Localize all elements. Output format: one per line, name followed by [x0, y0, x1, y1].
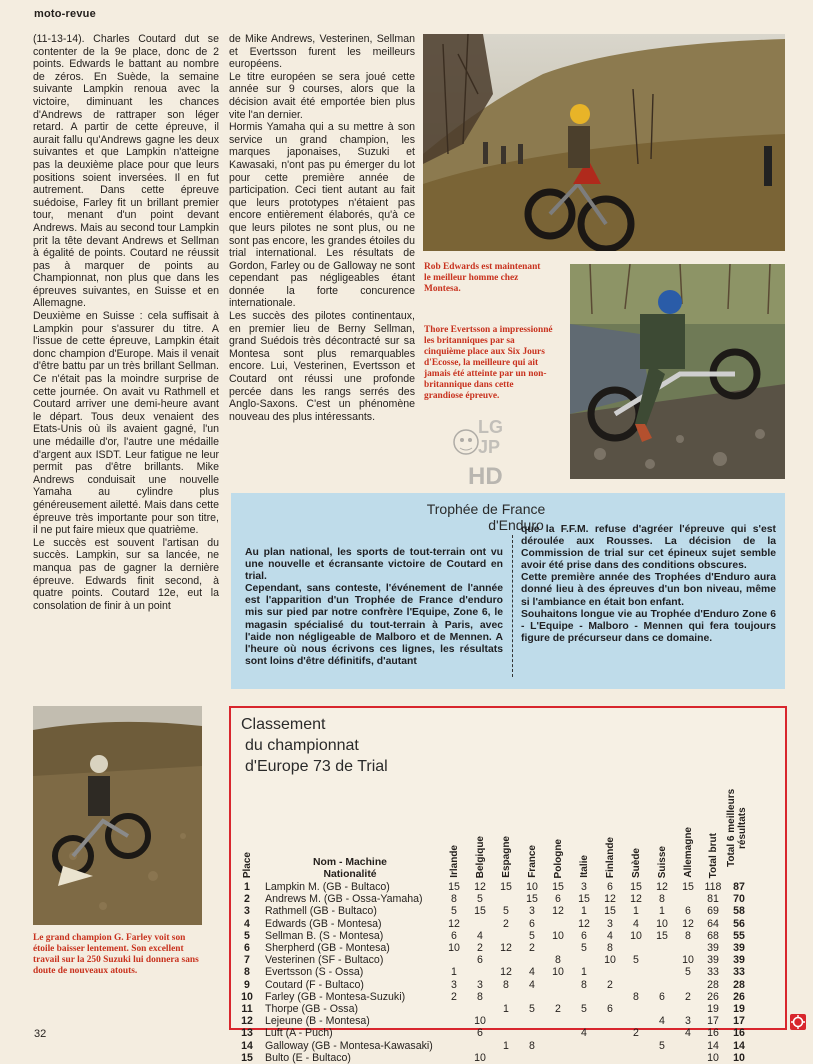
score-cell: 4 — [477, 929, 483, 942]
place-cell: 5 — [244, 929, 250, 942]
score-cell — [493, 930, 519, 942]
score-cell: 6 — [477, 954, 483, 967]
score-cell — [649, 979, 675, 991]
score-cell — [571, 954, 597, 966]
photo-edwards — [423, 34, 785, 251]
score-cell: 5 — [581, 942, 587, 955]
score-cell: 8 — [607, 942, 613, 955]
name-cell: Bulto (E - Bultaco) — [265, 1051, 351, 1064]
score-cell — [493, 991, 519, 1003]
place-cell: 9 — [244, 978, 250, 991]
score-cell: 10 — [604, 954, 616, 967]
table-row — [235, 979, 753, 991]
paragraph: (11-13-14). Charles Coutard dut se contenter de la 9e place, donc de 2 points. Edwards le battant au nombre de zéros. En Suède, la semaine suivante Lampkin renoua avec la victoire, diminuant les chances d'Andrews de rattraper son léger retard. A partir de cette épreuve, il aurait fallu qu'Andrews gagne les deux suivantes et que Lampkin n'atteigne pas la deuxième place pour que leurs positions soient inversées. Il en fut autrement. Dans cette épreuve suédoise, Farley fit un brillant premier tour, menant d'un point devant Andrews. Mais au second tour Lampkin prit la tête devant Andrews et Sellman à égalité de points. Coutard ne réussit pas à marquer de points au Championnat, non plus que dans les épreuves suivantes, en Suisse et en Allemagne. — [33, 33, 219, 310]
score-cell — [675, 1003, 701, 1015]
score-cell — [571, 1015, 597, 1027]
score-cell: 2 — [633, 1027, 639, 1040]
table-header-row — [235, 778, 753, 881]
score-cell — [545, 1015, 571, 1027]
score-cell — [597, 966, 623, 978]
score-cell: 15 — [526, 893, 538, 906]
score-cell: 1 — [503, 1039, 509, 1052]
table-row — [235, 1052, 753, 1064]
score-cell — [519, 954, 545, 966]
score-cell: 5 — [503, 905, 509, 918]
total-brut-cell: 68 — [707, 929, 719, 942]
total-best-cell: 33 — [733, 966, 745, 979]
watermark-text-3: HD — [468, 463, 503, 490]
score-cell — [597, 1052, 623, 1064]
score-cell — [623, 1052, 649, 1064]
score-cell — [623, 966, 649, 978]
score-cell — [519, 1027, 545, 1039]
score-cell — [493, 954, 519, 966]
total-brut-cell: 14 — [707, 1039, 719, 1052]
total-brut-cell: 17 — [707, 1015, 719, 1028]
score-cell: 6 — [555, 893, 561, 906]
magazine-logo-icon — [790, 1014, 806, 1030]
paragraph: Le succès est souvent l'artisan du succès. Lampkin, sur sa lancée, ne manqua pas de gagner la dernière épreuve. Edwards finit second, à quatre points. Coutard 12e, eut la consolation de finir à un point — [33, 536, 219, 612]
table-row — [235, 942, 753, 954]
score-cell — [623, 1040, 649, 1052]
column-header-country: Pologne — [552, 838, 564, 878]
score-cell: 5 — [581, 1003, 587, 1016]
score-cell — [493, 1015, 519, 1027]
column-divider — [512, 535, 514, 677]
watermark-text-1: LG — [478, 417, 503, 437]
table-row — [235, 1040, 753, 1052]
score-cell — [441, 954, 467, 966]
score-cell: 2 — [529, 942, 535, 955]
score-cell: 4 — [529, 966, 535, 979]
table-row — [235, 954, 753, 966]
ranking-title — [241, 714, 388, 777]
watermark-logo — [448, 412, 518, 496]
paragraph: Hormis Yamaha qui a su mettre à son service un grand champion, les marques japonaises, Suzuki et Kawasaki, n'ont pas pu émerger du lot pour cette première année de participation. Ceci tient autant au fait que leurs prototypes n'étaient pas encore entièrement élaborés, qu'à ce que leurs pilotes ne sont plus, ou ne sont pas encore, les grandes étoiles du trial international. Les résultats de Gordon, Farley ou de Galloway ne sont cependant pas négligeables étant donnée la forte concurence internationale. — [229, 121, 415, 310]
score-cell — [545, 991, 571, 1003]
score-cell: 1 — [581, 966, 587, 979]
score-cell — [571, 991, 597, 1003]
total-brut-cell: 69 — [707, 905, 719, 918]
score-cell: 6 — [685, 905, 691, 918]
score-cell: 12 — [630, 893, 642, 906]
score-cell — [467, 966, 493, 978]
score-cell: 5 — [529, 929, 535, 942]
score-cell — [649, 1003, 675, 1015]
score-cell — [467, 1003, 493, 1015]
score-cell: 4 — [607, 929, 613, 942]
total-brut-cell: 19 — [707, 1003, 719, 1016]
paragraph: Deuxième en Suisse : cela suffisait à Lampkin pour s'assurer du titre. A l'issue de cette épreuve, Lampkin était donc champion d'Europe. Mais il venait d'être battu par un très brillant Sellman. Ce n'était pas la moindre surprise de cette journée. On avait vu Rathmell et Coutard arriver une demi-heure avant le départ. Tous deux venaient des Etats-Unis où ils avaient gagné, l'un une médaille d'or, l'autre une médaille d'argent aux ISDT. Leur fatigue ne leur permit pas d'être brillants. Mike Andrews conduisait une nouvelle Yamaha au cylindre plus généreusement ailetté. Mais dans cette épreuve très importante pour son titre, il ne put faire mieux que quatrième. — [33, 310, 219, 537]
score-cell: 5 — [633, 954, 639, 967]
score-cell: 8 — [529, 1039, 535, 1052]
score-cell: 15 — [500, 881, 512, 893]
paragraph: Au plan national, les sports de tout-terrain ont vu une nouvelle et écransante victoire de Coutard en trial. — [245, 547, 503, 583]
place-cell: 14 — [241, 1039, 253, 1052]
score-cell — [519, 1015, 545, 1027]
score-cell — [597, 1027, 623, 1039]
score-cell — [675, 1040, 701, 1052]
score-cell — [441, 1052, 467, 1064]
score-cell: 3 — [607, 917, 613, 930]
table-row — [235, 1027, 753, 1039]
score-cell: 12 — [448, 917, 460, 930]
score-cell: 6 — [659, 990, 665, 1003]
name-cell: Lampkin M. (GB - Bultaco) — [265, 881, 390, 893]
score-cell: 12 — [552, 905, 564, 918]
score-cell: 5 — [477, 893, 483, 906]
score-cell: 6 — [529, 917, 535, 930]
score-cell: 12 — [656, 881, 668, 893]
score-cell: 15 — [656, 929, 668, 942]
caption-edwards: Rob Edwards est maintenant le meilleur homme chez Montesa. — [424, 262, 541, 294]
ranking-title-line3: d'Europe 73 de Trial — [245, 758, 388, 775]
total-best-cell: 16 — [733, 1027, 745, 1040]
score-cell — [441, 1015, 467, 1027]
name-cell: Edwards (GB - Montesa) — [265, 917, 382, 930]
score-cell: 8 — [581, 978, 587, 991]
score-cell: 3 — [581, 881, 587, 893]
caption-evertsson: Thore Evertsson a impressionné les britanniques par sa cinquième place aux Six Jours d'Ecosse, la meilleure qui ait jamais été atteinte par un non-britannique dans cette grandiose épreuve. — [424, 325, 553, 401]
score-cell: 2 — [555, 1003, 561, 1016]
score-cell — [545, 918, 571, 930]
total-best-cell: 39 — [733, 954, 745, 967]
score-cell: 6 — [581, 929, 587, 942]
place-cell: 8 — [244, 966, 250, 979]
article-column-2 — [229, 33, 415, 423]
trophy-box — [231, 493, 785, 689]
score-cell — [545, 979, 571, 991]
score-cell: 2 — [477, 942, 483, 955]
column-header-country: France — [526, 845, 538, 878]
watermark-text-2: JP — [478, 437, 501, 457]
total-brut-cell: 39 — [707, 942, 719, 955]
column-header-country: Suède — [630, 847, 642, 878]
total-best-cell: 14 — [733, 1039, 745, 1052]
table-row — [235, 905, 753, 917]
score-cell: 4 — [633, 917, 639, 930]
name-cell: Thorpe (GB - Ossa) — [265, 1003, 359, 1016]
score-cell: 10 — [474, 1015, 486, 1028]
score-cell — [597, 1015, 623, 1027]
trophy-left-column — [245, 547, 503, 668]
score-cell — [649, 966, 675, 978]
place-cell: 10 — [241, 990, 253, 1003]
score-cell — [675, 942, 701, 954]
score-cell: 10 — [474, 1051, 486, 1064]
score-cell — [623, 1003, 649, 1015]
score-cell: 12 — [500, 966, 512, 979]
total-best-cell: 87 — [733, 881, 745, 893]
score-cell — [493, 1052, 519, 1064]
score-cell: 6 — [477, 1027, 483, 1040]
score-cell: 10 — [448, 942, 460, 955]
score-cell — [519, 991, 545, 1003]
score-cell — [623, 979, 649, 991]
score-cell — [571, 1052, 597, 1064]
score-cell — [441, 1040, 467, 1052]
score-cell: 4 — [659, 1015, 665, 1028]
score-cell — [493, 893, 519, 905]
column-header-total-best: Total 6 meilleurs résultats — [726, 788, 748, 868]
name-cell: Farley (GB - Montesa-Suzuki) — [265, 990, 406, 1003]
paragraph: de Mike Andrews, Vesterinen, Sellman et Evertsson furent les meilleurs européens. — [229, 33, 415, 71]
score-cell — [441, 1003, 467, 1015]
score-cell — [519, 1052, 545, 1064]
article-column-1 — [33, 33, 219, 612]
score-cell: 10 — [526, 881, 538, 893]
score-cell: 2 — [503, 917, 509, 930]
score-cell: 8 — [451, 893, 457, 906]
table-row — [235, 1003, 753, 1015]
score-cell: 10 — [682, 954, 694, 967]
total-brut-cell: 81 — [707, 893, 719, 906]
trophy-title-line1: Trophée de France — [426, 501, 546, 517]
column-header-country: Espagne — [500, 836, 512, 878]
total-brut-cell: 28 — [707, 978, 719, 991]
score-cell — [441, 1027, 467, 1039]
score-cell: 1 — [451, 966, 457, 979]
score-cell: 8 — [477, 990, 483, 1003]
place-cell: 11 — [241, 1003, 253, 1016]
trophy-title-line2: d'Enduro — [488, 517, 544, 533]
ranking-table — [235, 778, 753, 1064]
score-cell: 1 — [659, 905, 665, 918]
score-cell: 5 — [451, 905, 457, 918]
total-best-cell: 70 — [733, 893, 745, 906]
place-cell: 2 — [244, 893, 250, 906]
score-cell: 6 — [607, 881, 613, 893]
score-cell: 6 — [607, 1003, 613, 1016]
score-cell — [649, 942, 675, 954]
score-cell — [597, 991, 623, 1003]
score-cell: 12 — [578, 917, 590, 930]
name-cell: Lejeune (B - Montesa) — [265, 1015, 370, 1028]
name-cell: Sellman B. (S - Montesa) — [265, 929, 384, 942]
score-cell — [493, 1027, 519, 1039]
total-best-cell: 58 — [733, 905, 745, 918]
score-cell: 12 — [474, 881, 486, 893]
score-cell — [545, 942, 571, 954]
score-cell: 1 — [503, 1003, 509, 1016]
total-best-cell: 28 — [733, 978, 745, 991]
score-cell: 8 — [633, 990, 639, 1003]
total-best-cell: 39 — [733, 942, 745, 955]
total-best-cell: 10 — [733, 1051, 745, 1064]
name-cell: Evertsson (S - Ossa) — [265, 966, 364, 979]
column-header-country: Belgique — [474, 835, 486, 878]
trophy-right-column — [521, 524, 776, 645]
name-cell: Andrews M. (GB - Ossa-Yamaha) — [265, 893, 423, 906]
score-cell: 1 — [633, 905, 639, 918]
score-cell: 3 — [477, 978, 483, 991]
score-cell: 15 — [578, 893, 590, 906]
score-cell — [649, 1027, 675, 1039]
place-cell: 13 — [241, 1027, 253, 1040]
score-cell: 1 — [581, 905, 587, 918]
column-header-total-brut: Total brut — [707, 832, 719, 878]
column-header-country: Allemagne — [682, 827, 694, 878]
score-cell — [675, 979, 701, 991]
score-cell — [649, 1052, 675, 1064]
name-cell: Sherpherd (GB - Montesa) — [265, 942, 390, 955]
score-cell: 5 — [659, 1039, 665, 1052]
ranking-title-line1: Classement — [241, 716, 326, 733]
score-cell: 4 — [529, 978, 535, 991]
name-cell: Coutard (F - Bultaco) — [265, 978, 364, 991]
score-cell — [545, 1052, 571, 1064]
score-cell: 8 — [555, 954, 561, 967]
table-row — [235, 991, 753, 1003]
score-cell: 12 — [500, 942, 512, 955]
score-cell — [467, 1040, 493, 1052]
name-cell: Rathmell (GB - Bultaco) — [265, 905, 377, 918]
table-row — [235, 881, 753, 893]
score-cell — [571, 1040, 597, 1052]
table-row — [235, 930, 753, 942]
column-header-country: Finlande — [604, 836, 616, 878]
table-row — [235, 966, 753, 978]
name-cell: Vesterinen (SF - Bultaco) — [265, 954, 384, 967]
score-cell: 12 — [604, 893, 616, 906]
score-cell: 4 — [581, 1027, 587, 1040]
table-row — [235, 1015, 753, 1027]
place-cell: 15 — [241, 1051, 253, 1064]
total-brut-cell: 33 — [707, 966, 719, 979]
place-cell: 12 — [241, 1015, 253, 1028]
ranking-box — [229, 706, 787, 1064]
paragraph: Cette première année des Trophées d'Enduro aura donné lieu à des épreuves d'un bon niveau, même si l'ambiance en était bon enfant. — [521, 572, 776, 608]
paragraph: Le titre européen se sera joué cette année sur 9 courses, alors que la décision avait été emportée bien plus vite l'an dernier. — [229, 70, 415, 121]
name-cell: Galloway (GB - Montesa-Kawasaki) — [265, 1039, 433, 1052]
total-best-cell: 26 — [733, 990, 745, 1003]
total-brut-cell: 64 — [707, 917, 719, 930]
place-cell: 4 — [244, 917, 250, 930]
score-cell: 6 — [451, 929, 457, 942]
total-brut-cell: 10 — [707, 1051, 719, 1064]
score-cell: 3 — [529, 905, 535, 918]
score-cell: 4 — [685, 1027, 691, 1040]
score-cell — [623, 942, 649, 954]
column-header-country: Irlande — [448, 845, 460, 878]
score-cell: 15 — [630, 881, 642, 893]
place-cell: 1 — [244, 881, 250, 893]
total-brut-cell: 39 — [707, 954, 719, 967]
score-cell: 15 — [448, 881, 460, 893]
total-best-cell: 17 — [733, 1015, 745, 1028]
place-cell: 7 — [244, 954, 250, 967]
score-cell — [649, 954, 675, 966]
score-cell: 15 — [552, 881, 564, 893]
score-cell — [623, 1015, 649, 1027]
total-best-cell: 19 — [733, 1003, 745, 1016]
place-cell: 3 — [244, 905, 250, 918]
score-cell: 8 — [503, 978, 509, 991]
score-cell — [545, 1027, 571, 1039]
paragraph: Souhaitons longue vie au Trophée d'Enduro Zone 6 - L'Equipe - Malboro - Mennen qui fera toujours figure de précurseur dans ce domaine. — [521, 608, 776, 644]
paragraph: que la F.F.M. refuse d'agréer l'épreuve qui s'est déroulée aux Rousses. La décision de la Commission de trial sur cet épineux sujet semble avoir été prise dans des conditions obscures. — [521, 524, 776, 572]
score-cell: 8 — [685, 929, 691, 942]
total-brut-cell: 118 — [704, 881, 722, 893]
score-cell: 2 — [685, 990, 691, 1003]
total-brut-cell: 16 — [707, 1027, 719, 1040]
total-best-cell: 56 — [733, 917, 745, 930]
column-header-name: Nom - Machine Nationalité — [313, 857, 387, 880]
place-cell: 6 — [244, 942, 250, 955]
score-cell — [467, 918, 493, 930]
score-cell: 5 — [529, 1003, 535, 1016]
score-cell: 2 — [451, 990, 457, 1003]
score-cell: 3 — [451, 978, 457, 991]
score-cell: 2 — [607, 978, 613, 991]
paragraph: Cependant, sans conteste, l'événement de l'année est l'apparition d'un Trophée de France d'enduro mis sur pied par notre confrère l'Equipe, Zone 6, le magasin spécialisé du tout-terrain à Paris, avec l'aide non négligeable de Malboro et de Mennen. A l'heure où nous écrivons ces lignes, les résultats sont loins d'être définitifs, d'autant — [245, 583, 503, 667]
score-cell — [675, 893, 701, 905]
ranking-title-line2: du championnat — [245, 737, 359, 754]
column-header-country: Italie — [578, 855, 590, 878]
column-header-country: Suisse — [656, 845, 668, 878]
score-cell — [675, 1052, 701, 1064]
total-best-cell: 55 — [733, 929, 745, 942]
table-row — [235, 918, 753, 930]
score-cell: 5 — [685, 966, 691, 979]
paragraph: Les succès des pilotes continentaux, en premier lieu de Berny Sellman, grand Suédois très décontracté sur sa Montesa sont plus remarquables encore. Lui, Vesterinen, Evertsson et Coutard ont réussi une profonde percée dans les rangs serrés des Anglo-Saxons. C'est un phénomène nouveau des plus intéressants. — [229, 310, 415, 423]
score-cell: 12 — [682, 917, 694, 930]
score-cell — [545, 1040, 571, 1052]
score-cell: 15 — [682, 881, 694, 893]
score-cell: 8 — [659, 893, 665, 906]
score-cell: 15 — [474, 905, 486, 918]
photo-farley — [33, 706, 202, 925]
score-cell: 10 — [552, 929, 564, 942]
page-number: 32 — [34, 1028, 47, 1040]
score-cell — [597, 1040, 623, 1052]
score-cell: 10 — [552, 966, 564, 979]
magazine-name: moto-revue — [34, 8, 96, 20]
column-header-place: Place — [241, 851, 253, 878]
table-row — [235, 893, 753, 905]
caption-farley: Le grand champion G. Farley voit son étoile baisser lentement. Son excellent travail sur la 250 Suzuki lui donnera sans doute de nouveaux atouts. — [33, 933, 199, 976]
name-cell: Luft (A - Puch) — [265, 1027, 333, 1040]
score-cell: 10 — [630, 929, 642, 942]
score-cell: 3 — [685, 1015, 691, 1028]
score-cell: 10 — [656, 917, 668, 930]
total-brut-cell: 26 — [707, 990, 719, 1003]
photo-evertsson — [570, 264, 785, 479]
score-cell: 15 — [604, 905, 616, 918]
